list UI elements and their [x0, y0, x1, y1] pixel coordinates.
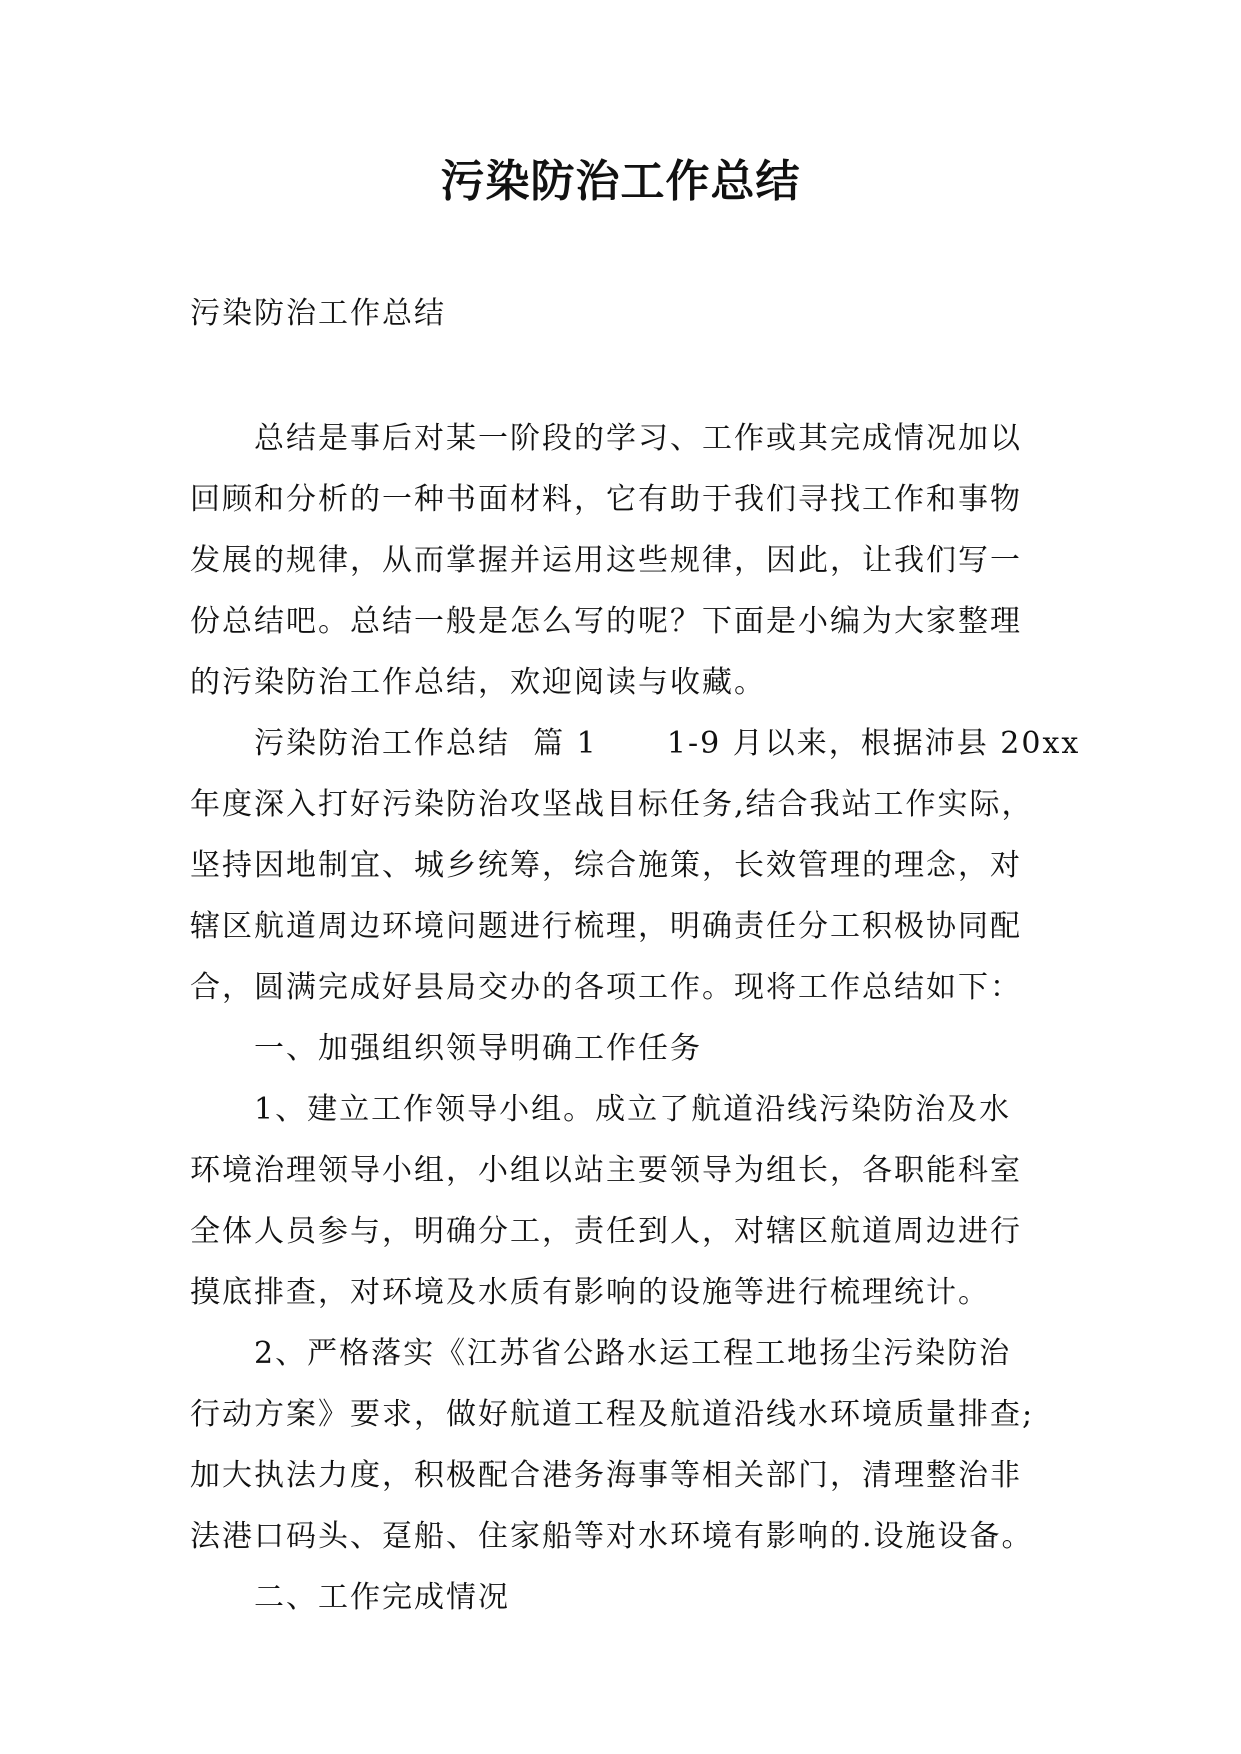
- paragraph-item-2: [190, 1323, 1070, 1567]
- document-body: [190, 408, 1081, 1628]
- text-line: 加大执法力度，积极配合港务海事等相关部门，清理整治非: [190, 1458, 1022, 1493]
- text-line: 环境治理领导小组，小组以站主要领导为组长，各职能科室: [190, 1153, 1022, 1188]
- text-line: 坚持因地制宜、城乡统筹，综合施策，长效管理的理念，对: [190, 848, 1022, 883]
- text-line: 污染防治工作总结 篇 1 1-9 月以来，根据沛县 20xx: [254, 726, 1081, 761]
- section-heading-2: [190, 1567, 1070, 1628]
- text-line: 发展的规律，从而掌握并运用这些规律，因此，让我们写一: [190, 543, 1022, 578]
- document-subtitle: 污染防治工作总结: [190, 296, 446, 331]
- text-line: 合，圆满完成好县局交办的各项工作。现将工作总结如下：: [190, 970, 1022, 1005]
- text-line: 2、严格落实《江苏省公路水运工程工地扬尘污染防治: [254, 1336, 1012, 1371]
- paragraph-article-1: [190, 713, 1081, 1018]
- text-line: 行动方案》要求，做好航道工程及航道沿线水环境质量排查;: [190, 1397, 1035, 1432]
- section-heading-1: [190, 1018, 1070, 1079]
- document-title: 污染防治工作总结: [440, 156, 801, 207]
- text-line: 年度深入打好污染防治攻坚战目标任务,结合我站工作实际，: [190, 787, 1034, 822]
- text-line: 总结是事后对某一阶段的学习、工作或其完成情况加以: [254, 421, 1022, 456]
- text-line: 法港口码头、趸船、住家船等对水环境有影响的.设施设备。: [190, 1519, 1034, 1554]
- paragraph-item-1: [190, 1079, 1070, 1323]
- text-line: 摸底排查，对环境及水质有影响的设施等进行梳理统计。: [190, 1275, 990, 1310]
- text-line: 回顾和分析的一种书面材料，它有助于我们寻找工作和事物: [190, 482, 1022, 517]
- text-line: 二、工作完成情况: [254, 1580, 510, 1615]
- text-line: 的污染防治工作总结，欢迎阅读与收藏。: [190, 665, 766, 700]
- text-line: 份总结吧。总结一般是怎么写的呢？下面是小编为大家整理: [190, 604, 1022, 639]
- text-line: 全体人员参与，明确分工，责任到人，对辖区航道周边进行: [190, 1214, 1022, 1249]
- text-line: 辖区航道周边环境问题进行梳理，明确责任分工积极协同配: [190, 909, 1022, 944]
- paragraph-intro: [190, 408, 1070, 713]
- text-line: 一、加强组织领导明确工作任务: [254, 1031, 702, 1066]
- text-line: 1、建立工作领导小组。成立了航道沿线污染防治及水: [254, 1092, 1012, 1127]
